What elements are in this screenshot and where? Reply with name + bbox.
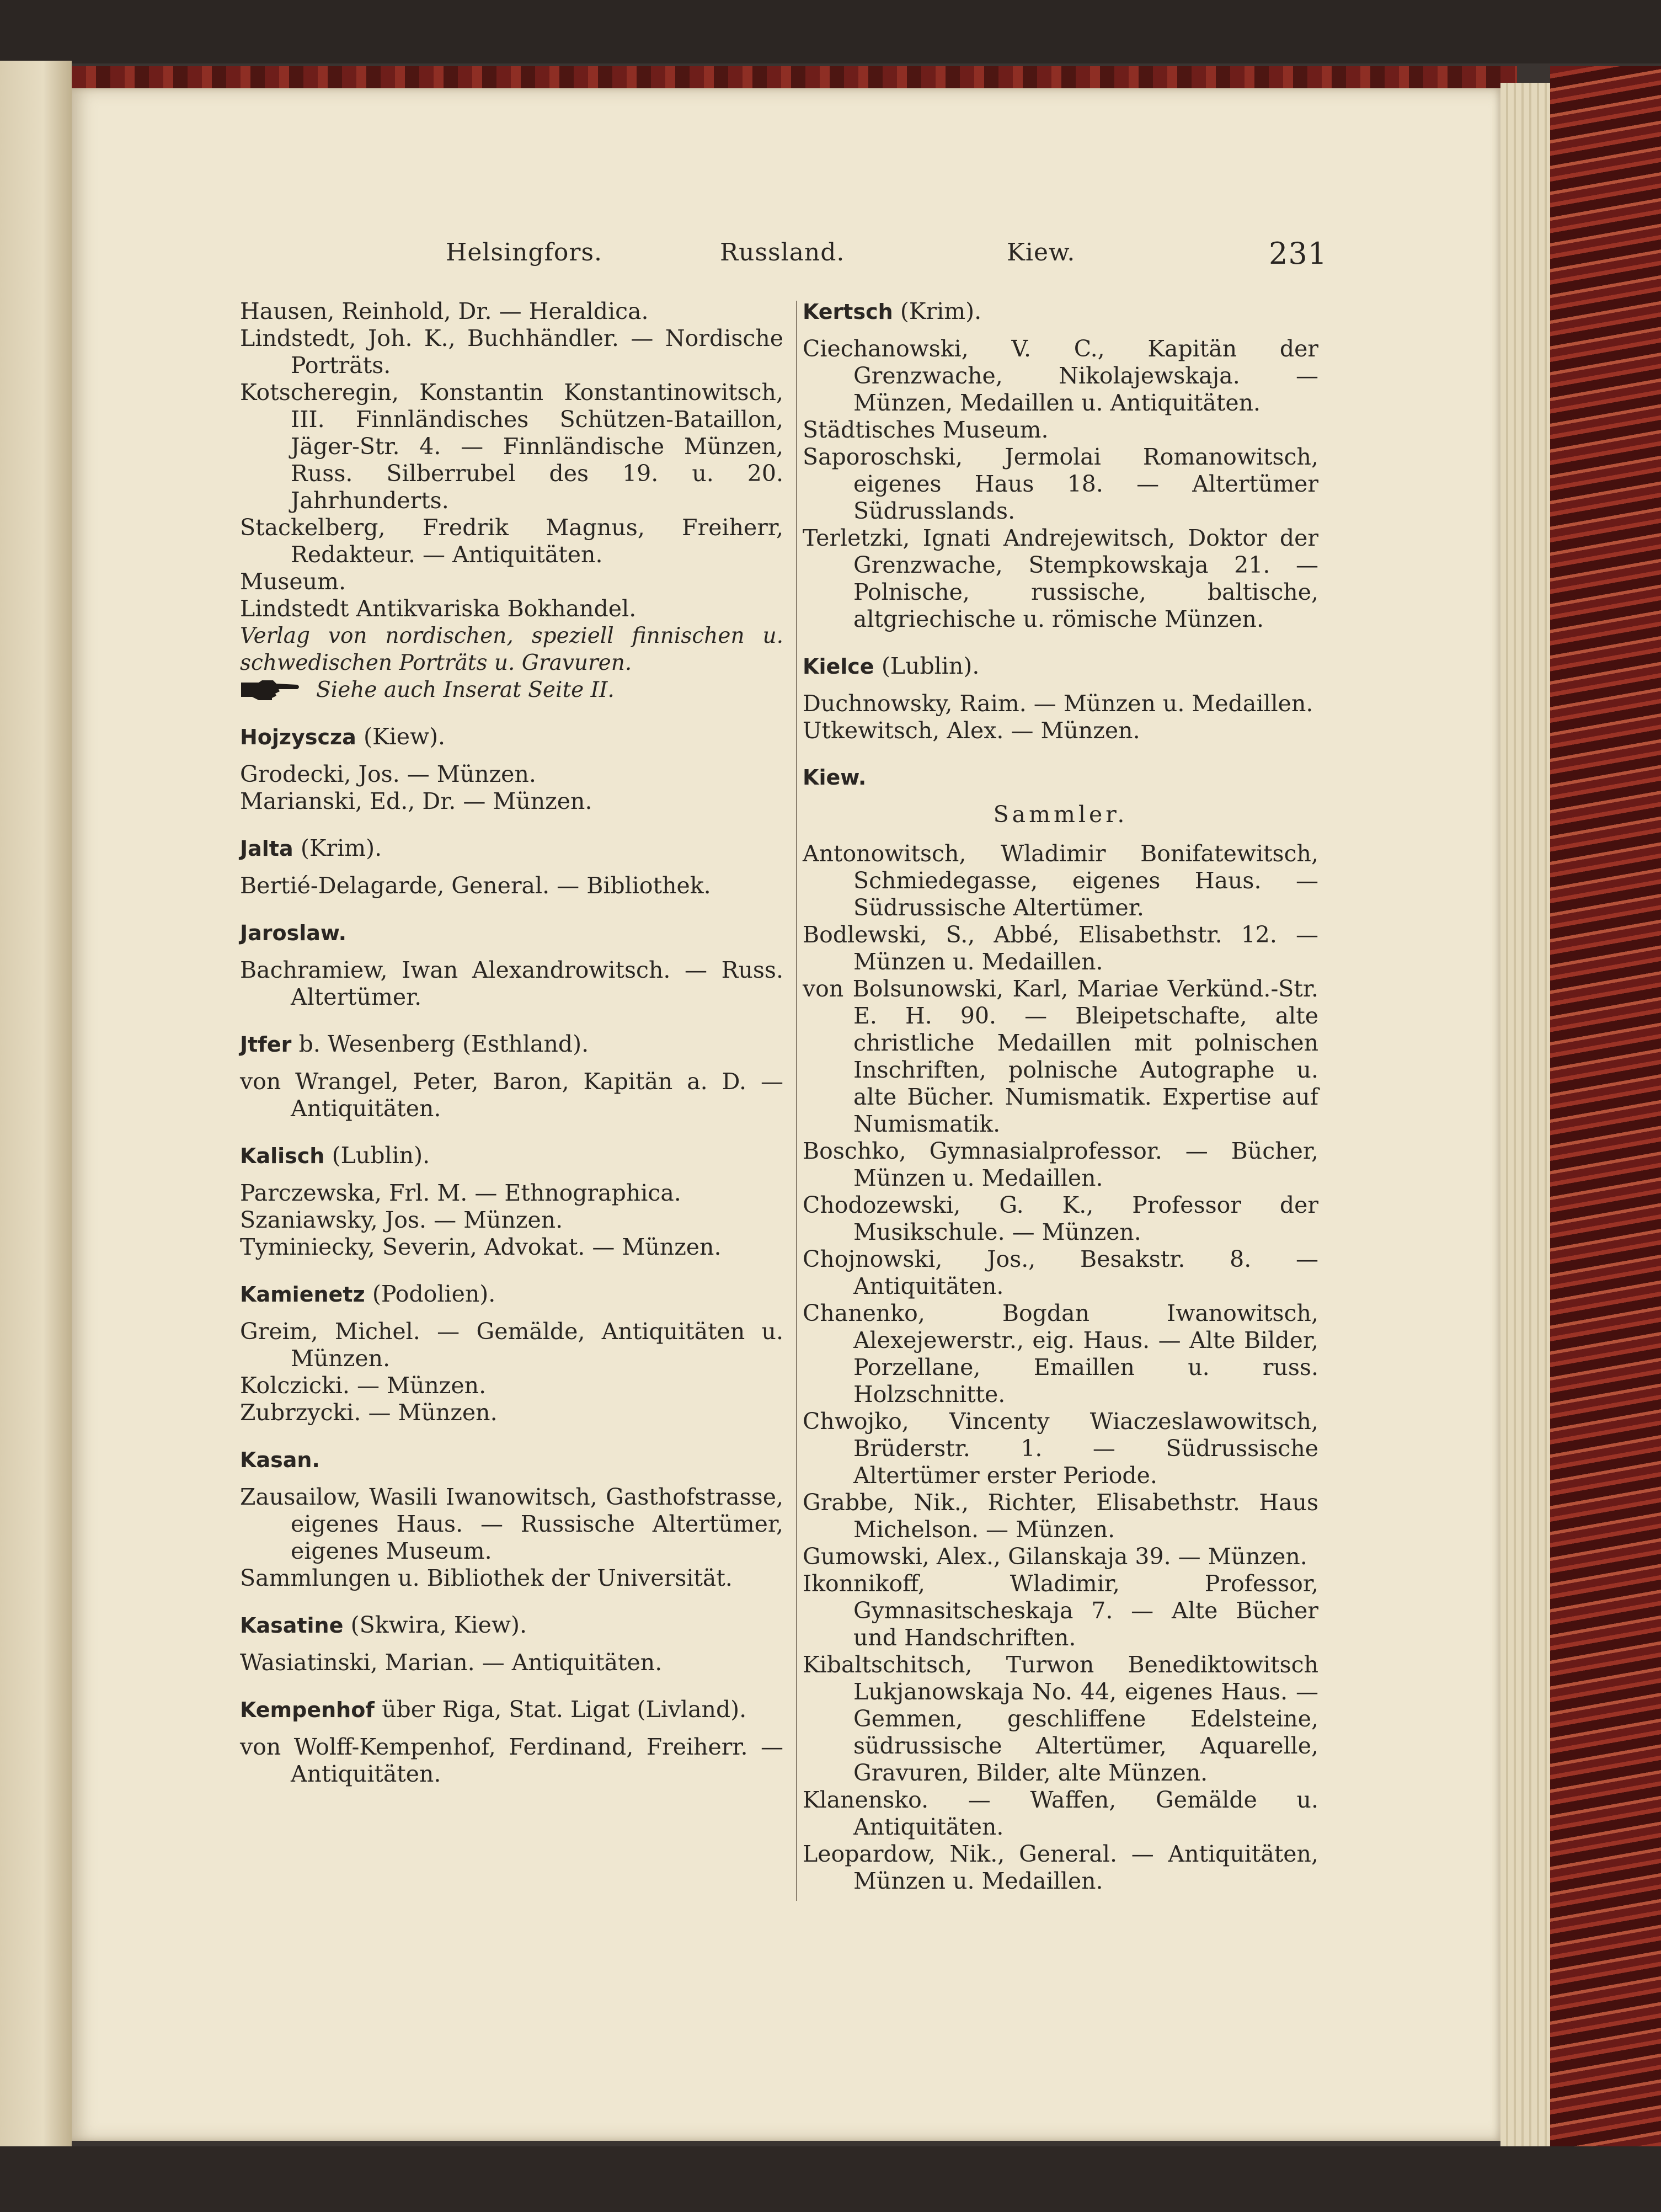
list-item: Terletzki, Ignati Andrejewitsch, Doktor der Grenzwache, Stempkowskaja 21. — Polnische, russische, baltische, altgriechische u. römische Münzen. <box>803 525 1318 632</box>
list-item: Marianski, Ed., Dr. — Münzen. <box>240 788 592 814</box>
page-stack-edge <box>1500 83 1550 2146</box>
list-item: Kolczicki. — Münzen. <box>240 1372 487 1399</box>
pointing-hand-icon <box>240 678 301 702</box>
see-also-text: Siehe auch Inserat Seite II. <box>316 678 615 702</box>
list-item: Greim, Michel. — Gemälde, Antiquitäten u. Münzen. <box>240 1318 783 1372</box>
list-item: Grodecki, Jos. — Münzen. <box>240 761 536 787</box>
list-item: Bachramiew, Iwan Alexandrowitsch. — Russ. Altertümer. <box>240 957 783 1010</box>
scan-background-top <box>0 0 1661 63</box>
city-heading: Jalta (Krim). <box>240 835 382 861</box>
list-item: Chojnowski, Jos., Besakstr. 8. — Antiquitäten. <box>803 1246 1318 1299</box>
list-item: Utkewitsch, Alex. — Münzen. <box>803 717 1140 744</box>
header-left: Helsingfors. <box>446 238 603 266</box>
list-item: Tyminiecky, Severin, Advokat. — Münzen. <box>240 1234 722 1260</box>
column-divider <box>796 301 797 1901</box>
list-item: Ciechanowski, V. C., Kapitän der Grenzwache, Nikolajewskaja. — Münzen, Medaillen u. Antiquitäten. <box>803 335 1318 416</box>
scan-background-bottom <box>0 2146 1661 2212</box>
list-item: von Wrangel, Peter, Baron, Kapitän a. D. — Antiquitäten. <box>240 1068 783 1122</box>
list-item: Gumowski, Alex., Gilanskaja 39. — Münzen. <box>803 1543 1307 1570</box>
city-heading: Kasatine (Skwira, Kiew). <box>240 1612 527 1638</box>
facing-page-edge <box>0 61 72 2146</box>
header-right: Kiew. <box>1007 238 1076 266</box>
city-heading: Kasan. <box>240 1448 320 1472</box>
city-heading: Jtfer b. Wesenberg (Esthland). <box>240 1031 589 1057</box>
list-item: Kotscheregin, Konstantin Konstantinowitsch, III. Finnländisches Schützen-Bataillon, Jäger-Str. 4. — Finnländische Münzen, Russ. Silberrubel des 19. u. 20. Jahrhunderts. <box>240 379 783 514</box>
city-heading-kiew: Kiew. <box>803 765 867 790</box>
see-also-note <box>240 676 783 703</box>
marbled-cover-edge <box>1550 66 1661 2196</box>
list-item: Duchnowsky, Raim. — Münzen u. Medaillen. <box>803 690 1313 717</box>
list-item: Museum. <box>240 568 346 595</box>
list-item: Lindstedt, Joh. K., Buchhändler. — Nordische Porträts. <box>240 325 783 379</box>
list-item: Szaniawsky, Jos. — Münzen. <box>240 1207 563 1233</box>
list-item: Klanensko. — Waffen, Gemälde u. Antiquitäten. <box>803 1787 1318 1840</box>
header-center: Russland. <box>720 238 845 266</box>
list-item: Saporoschski, Jermolai Romanowitsch, eigenes Haus 18. — Altertümer Südrusslands. <box>803 444 1318 524</box>
list-item: Kibaltschitsch, Turwon Benediktowitsch Lukjanowskaja No. 44, eigenes Haus. — Gemmen, geschliffene Edelsteine, südrussische Altertümer, Aquarelle, Gravuren, Bilder, alte Münzen. <box>803 1651 1318 1786</box>
list-item: Bodlewski, S., Abbé, Elisabethstr. 12. — Münzen u. Medaillen. <box>803 921 1318 975</box>
list-item: Wasiatinski, Marian. — Antiquitäten. <box>240 1649 663 1676</box>
list-item: Antonowitsch, Wladimir Bonifatewitsch, Schmiedegasse, eigenes Haus. — Südrussische Altertümer. <box>803 840 1318 921</box>
list-item: Grabbe, Nik., Richter, Elisabethstr. Haus Michelson. — Münzen. <box>803 1489 1318 1543</box>
page-number: 231 <box>1269 236 1328 271</box>
list-item: Bertié-Delagarde, General. — Bibliothek. <box>240 872 711 899</box>
list-item: Ikonnikoff, Wladimir, Professor, Gymnasitscheskaja 7. — Alte Bücher und Handschriften. <box>803 1570 1318 1651</box>
right-column <box>803 298 1318 1895</box>
list-item: Hausen, Reinhold, Dr. — Heraldica. <box>240 298 649 324</box>
city-heading: Kempenhof über Riga, Stat. Ligat (Livland). <box>240 1696 747 1723</box>
list-item: Boschko, Gymnasialprofessor. — Bücher, Münzen u. Medaillen. <box>803 1138 1318 1191</box>
list-item: Chwojko, Vincenty Wiaczeslawowitsch, Brüderstr. 1. — Südrussische Altertümer erster Periode. <box>803 1408 1318 1489</box>
list-item: Stackelberg, Fredrik Magnus, Freiherr, Redakteur. — Antiquitäten. <box>240 514 783 568</box>
list-item: Städtisches Museum. <box>803 417 1049 443</box>
list-item: von Bolsunowski, Karl, Mariae Verkünd.-Str. E. H. 90. — Bleipetschafte, alte christliche Medaillen mit polnischen Inschriften, polnische Autographe u. alte Bücher. Numismatik. Expertise auf Numismatik. <box>803 976 1318 1137</box>
list-item: Chanenko, Bogdan Iwanowitsch, Alexejewerstr., eig. Haus. — Alte Bilder, Porzellane, Emaillen u. russ. Holzschnitte. <box>803 1300 1318 1408</box>
publisher-note: Verlag von nordischen, speziell finnischen u. schwedischen Porträts u. Gravuren. <box>240 623 783 675</box>
section-subhead: Sammler. <box>993 801 1128 828</box>
list-item: Sammlungen u. Bibliothek der Universität. <box>240 1565 733 1591</box>
list-item: Lindstedt Antikvariska Bokhandel. <box>240 595 637 622</box>
list-item: Chodozewski, G. K., Professor der Musikschule. — Münzen. <box>803 1192 1318 1245</box>
left-column <box>240 298 783 1788</box>
city-heading: Kalisch (Lublin). <box>240 1142 430 1169</box>
city-heading: Jaroslaw. <box>240 921 347 945</box>
list-item: Zausailow, Wasili Iwanowitsch, Gasthofstrasse, eigenes Haus. — Russische Altertümer, eigenes Museum. <box>240 1484 783 1564</box>
list-item: Parczewska, Frl. M. — Ethnographica. <box>240 1180 681 1206</box>
city-heading: Kamienetz (Podolien). <box>240 1281 496 1307</box>
list-item: Leopardow, Nik., General. — Antiquitäten, Münzen u. Medaillen. <box>803 1841 1318 1894</box>
city-heading: Kielce (Lublin). <box>803 653 980 679</box>
city-heading: Hojzyscza (Kiew). <box>240 723 446 750</box>
city-heading: Kertsch (Krim). <box>803 298 982 324</box>
running-header <box>0 238 1661 283</box>
list-item: Zubrzycki. — Münzen. <box>240 1399 498 1426</box>
list-item: von Wolff-Kempenhof, Ferdinand, Freiherr. — Antiquitäten. <box>240 1734 783 1787</box>
